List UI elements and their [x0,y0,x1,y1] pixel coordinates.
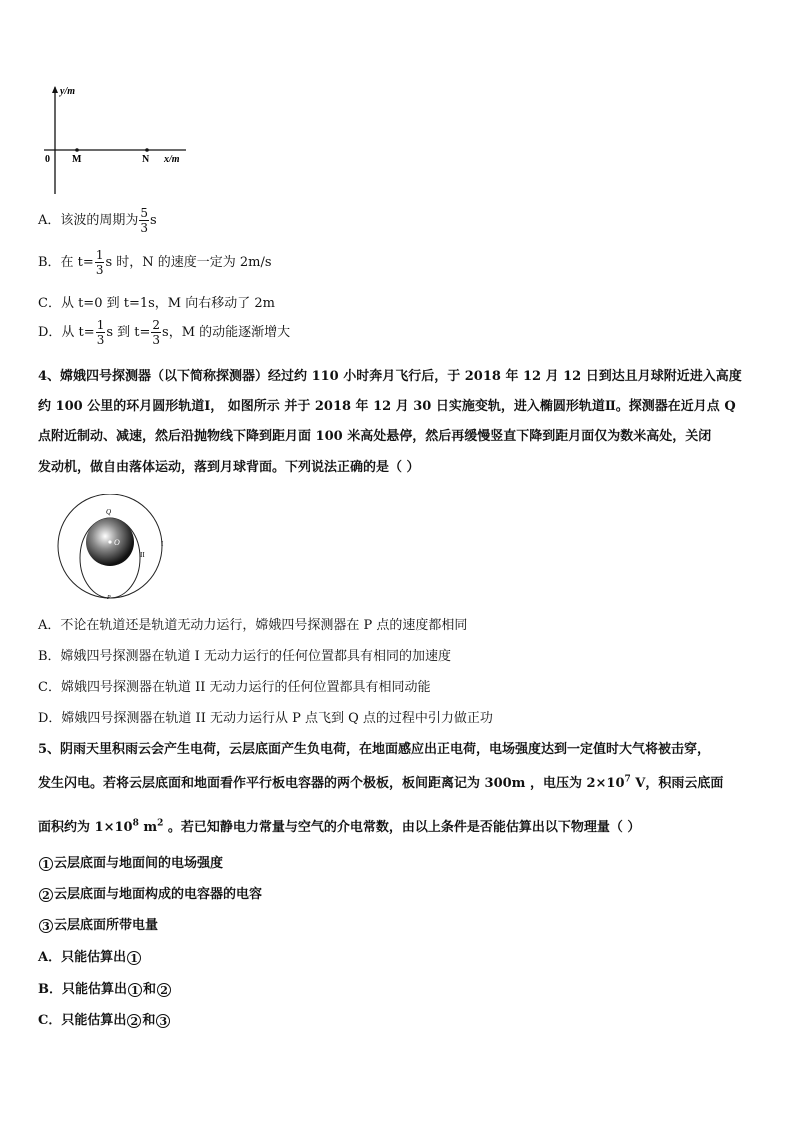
label-orbit-1: I [161,540,164,548]
q4-line-3: 点附近制动、减速，然后沿抛物线下降到距月面 100 米高处悬停，然后再缓慢竖直下降到距月面仅为数米高处，关闭 [38,429,712,444]
q4-line-2: 约 100 公里的环月圆形轨道Ⅰ， 如图所示 并于 2018 年 12 月 30 日实施变轨，进入椭圆形轨道Ⅱ。探测器在近月点 Q [38,399,736,414]
q5-option-b: B．只能估算出 1 和 2 [38,978,172,997]
orbit-figure [54,494,172,600]
option-b: B．在 t= $\frac{1}{3}$ s 时，N 的速度一定为 2m/s [38,248,272,277]
fraction: $\frac{1}{3}$ [96,318,105,347]
circled-number: 3 [39,919,53,933]
circled-number: 2 [127,1014,141,1028]
q5-line-3: 面积约为 $1\times 10^8$ $m^2$ 。若已知静电力常量与空气的介电常数，由以上条件是否能估算出以下物理量（ ） [38,818,641,835]
option-c: C．从 t=0 到 t=1s，M 向右移动了 2m [38,296,275,311]
q5-line-1: 5、阴雨天里积雨云会产生电荷，云层底面产生负电荷，在地面感应出正电荷，电场强度达到一定值时大气将被击穿， [38,742,711,757]
moon-center-dot [108,540,111,543]
label-p: P [107,595,111,600]
circled-number: 2 [157,983,171,997]
circled-number: 1 [39,857,53,871]
q5-option-c: C．只能估算出 2 和 3 [38,1009,171,1028]
fraction: $\frac{2}{3}$ [152,318,161,347]
point-m-dot [75,148,79,152]
circled-number: 1 [128,983,142,997]
point-n-label: N [142,154,150,165]
y-axis-arrow [52,86,58,93]
y-axis-label: y/m [60,86,75,97]
q4-line-1: 4、嫦娥四号探测器（以下简称探测器）经过约 110 小时奔月飞行后，于 2018 年 12 月 12 日到达且月球附近进入高度 [38,369,742,384]
q4-option-b: B．嫦娥四号探测器在轨道 I 无动力运行的任何位置都具有相同的加速度 [38,649,451,664]
circled-number: 1 [127,951,141,965]
q4-line-4: 发动机，做自由落体运动，落到月球背面。下列说法正确的是（ ） [38,460,420,475]
x-axis-label: x/m [164,154,180,165]
circled-number: 2 [39,888,53,902]
circled-number: 3 [156,1014,170,1028]
option-d: D．从 t= $\frac{1}{3}$ s 到 t= $\frac{2}{3}$ s，M 的动能逐渐增大 [38,318,291,347]
label-o: O [114,538,120,547]
label-q: Q [106,508,112,516]
label-orbit-2: II [140,551,145,559]
q5-item-2: 2 云层底面与地面构成的电容器的电容 [38,883,262,902]
q4-option-a: A．不论在轨道还是轨道无动力运行，嫦娥四号探测器在 P 点的速度都相同 [38,618,468,633]
fraction: $\frac{5}{3}$ [140,206,149,235]
q5-line-2: 发生闪电。若将云层底面和地面看作平行板电容器的两个极板，板间距离记为 300m ，电压为 $2\times 10^7$ V，积雨云底面 [38,774,724,791]
origin-label: 0 [45,154,50,165]
wave-figure [36,84,196,196]
q5-item-1: 1 云层底面与地面间的电场强度 [38,852,223,871]
q4-option-d: D．嫦娥四号探测器在轨道 II 无动力运行从 P 点飞到 Q 点的过程中引力做正功 [38,711,493,726]
point-n-dot [145,148,149,152]
q4-option-c: C．嫦娥四号探测器在轨道 II 无动力运行的任何位置都具有相同动能 [38,680,431,695]
q5-option-a: A．只能估算出 1 [38,946,142,965]
option-a: A．该波的周期为 $\frac{5}{3}$ s [38,206,157,235]
point-m-label: M [72,154,82,165]
q5-item-3: 3 云层底面所带电量 [38,914,158,933]
fraction: $\frac{1}{3}$ [95,248,104,277]
